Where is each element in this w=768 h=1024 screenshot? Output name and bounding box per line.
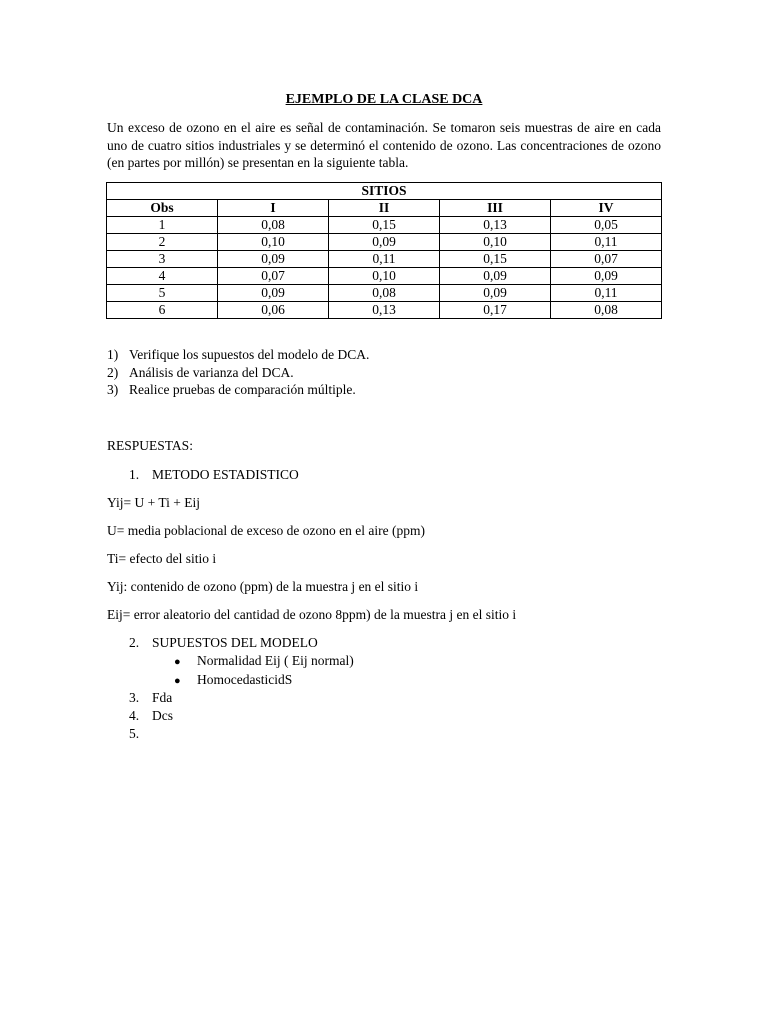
col-header-obs: Obs bbox=[107, 200, 218, 217]
answer-item-2 bbox=[129, 635, 318, 651]
table-row bbox=[107, 285, 662, 302]
table-cell: 0,11 bbox=[551, 285, 662, 302]
table-row bbox=[107, 302, 662, 319]
answer-item-4 bbox=[129, 708, 173, 724]
table-row bbox=[107, 251, 662, 268]
ozone-table bbox=[106, 182, 662, 319]
answer-item-5 bbox=[129, 726, 152, 742]
table-cell: 0,08 bbox=[551, 302, 662, 319]
list-text: Dcs bbox=[152, 708, 173, 723]
list-number: 3. bbox=[129, 690, 140, 705]
table-cell: 0,08 bbox=[329, 285, 440, 302]
table-cell: 0,10 bbox=[440, 234, 551, 251]
bullet-item bbox=[174, 653, 354, 669]
list-text: Verifique los supuestos del modelo de DCA. bbox=[129, 347, 370, 362]
col-header-iv: IV bbox=[551, 200, 662, 217]
list-item bbox=[107, 381, 369, 399]
document-title: EJEMPLO DE LA CLASE DCA bbox=[285, 92, 483, 107]
table-cell: 0,17 bbox=[440, 302, 551, 319]
answer-item-1 bbox=[129, 467, 299, 483]
col-header-iii: III bbox=[440, 200, 551, 217]
table-cell: 0,08 bbox=[218, 217, 329, 234]
table-cell: 0,13 bbox=[440, 217, 551, 234]
bullet-text: HomocedasticidS bbox=[197, 672, 293, 687]
table-cell: 0,11 bbox=[551, 234, 662, 251]
table-cell: 0,09 bbox=[440, 285, 551, 302]
col-header-ii: II bbox=[329, 200, 440, 217]
list-number: 4. bbox=[129, 708, 140, 723]
definition-y: Yij: contenido de ozono (ppm) de la muestra j en el sitio i bbox=[107, 579, 419, 594]
table-cell: 0,06 bbox=[218, 302, 329, 319]
list-text: SUPUESTOS DEL MODELO bbox=[152, 635, 318, 650]
table-cell: 5 bbox=[107, 285, 218, 302]
definition-t: Ti= efecto del sitio i bbox=[107, 551, 217, 566]
table-cell: 0,13 bbox=[329, 302, 440, 319]
table-cell: 0,11 bbox=[329, 251, 440, 268]
list-text: METODO ESTADISTICO bbox=[152, 467, 299, 482]
table-group-header: SITIOS bbox=[107, 183, 662, 200]
table-row bbox=[107, 268, 662, 285]
table-row bbox=[107, 234, 662, 251]
list-number: 1) bbox=[107, 347, 119, 362]
list-number: 5. bbox=[129, 726, 140, 741]
table-cell: 0,15 bbox=[329, 217, 440, 234]
bullet-text: Normalidad Eij ( Eij normal) bbox=[197, 653, 354, 668]
table-cell: 0,07 bbox=[551, 251, 662, 268]
table-cell: 1 bbox=[107, 217, 218, 234]
table-cell: 0,09 bbox=[440, 268, 551, 285]
col-header-i: I bbox=[218, 200, 329, 217]
list-text: Análisis de varianza del DCA. bbox=[129, 364, 294, 380]
table-cell: 0,09 bbox=[551, 268, 662, 285]
list-item bbox=[107, 346, 369, 364]
list-text: Realice pruebas de comparación múltiple. bbox=[129, 382, 356, 397]
model-equation: Yij= U + Ti + Eij bbox=[107, 495, 200, 510]
answers-heading: RESPUESTAS: bbox=[107, 438, 193, 453]
list-number: 1. bbox=[129, 467, 140, 482]
table-cell: 0,15 bbox=[440, 251, 551, 268]
table-cell: 0,07 bbox=[218, 268, 329, 285]
list-number: 3) bbox=[107, 382, 119, 397]
bullet-icon: ● bbox=[174, 675, 181, 687]
answer-item-3 bbox=[129, 690, 172, 706]
questions-list bbox=[107, 346, 369, 399]
table-cell: 2 bbox=[107, 234, 218, 251]
list-number: 2) bbox=[107, 364, 119, 380]
list-item bbox=[107, 364, 369, 382]
table-cell: 4 bbox=[107, 268, 218, 285]
list-number: 2. bbox=[129, 635, 140, 650]
table-cell: 6 bbox=[107, 302, 218, 319]
table-cell: 0,10 bbox=[218, 234, 329, 251]
table-cell: 3 bbox=[107, 251, 218, 268]
definition-e: Eij= error aleatorio del cantidad de ozono 8ppm) de la muestra j en el sitio i bbox=[107, 607, 517, 622]
table-cell: 0,09 bbox=[218, 251, 329, 268]
definition-u: U= media poblacional de exceso de ozono en el aire (ppm) bbox=[107, 523, 425, 538]
table-cell: 0,10 bbox=[329, 268, 440, 285]
list-text: Fda bbox=[152, 690, 173, 705]
table-cell: 0,09 bbox=[329, 234, 440, 251]
table-cell: 0,05 bbox=[551, 217, 662, 234]
table-header-row bbox=[107, 200, 662, 217]
table-row bbox=[107, 217, 662, 234]
bullet-icon: ● bbox=[174, 656, 181, 668]
bullet-item bbox=[174, 672, 292, 688]
intro-paragraph: Un exceso de ozono en el aire es señal de contaminación. Se tomaron seis muestras de aire en cada uno de cuatro sitios industriales y se determinó el contenido de ozono. Las concentraciones de ozono (en partes por millón) se presentan en la siguiente tabla. bbox=[107, 120, 661, 170]
table-cell: 0,09 bbox=[218, 285, 329, 302]
